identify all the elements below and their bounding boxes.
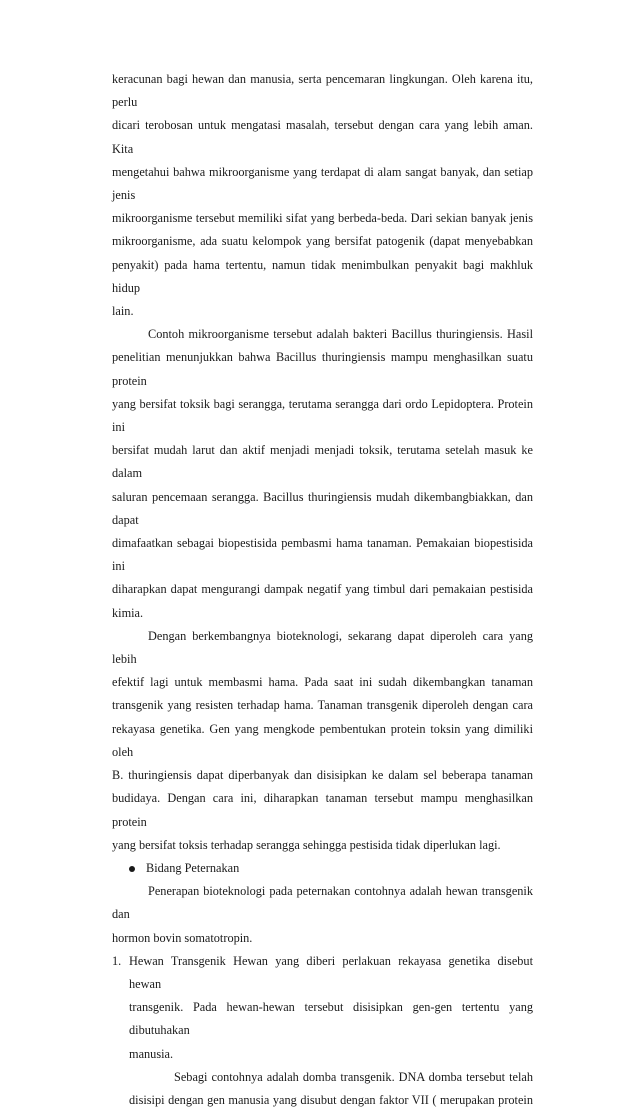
text-line: Contoh mikroorganisme tersebut adalah bakteri Bacillus thuringiensis. Hasil [148,327,533,342]
text-line: keracunan bagi hewan dan manusia, serta pencemaran lingkungan. Oleh karena itu, perlu [112,72,533,110]
paragraph-intro [112,68,533,323]
paragraph-bacillus [112,323,533,625]
text-line: mikroorganisme, ada suatu kelompok yang bersifat patogenik (dapat menyebabkan [112,234,533,249]
text-line: transgenik yang resisten terhadap hama. Tanaman transgenik diperoleh dengan cara [112,698,533,713]
text-line: lain. [112,304,134,319]
text-line: kimia. [112,605,144,620]
text-line: bersifat mudah larut dan aktif menjadi menjadi toksik, terutama setelah masuk ke dalam [112,443,533,481]
text-line: transgenik. Pada hewan-hewan tersebut disisipkan gen-gen tertentu yang dibutuhakan [129,1000,533,1038]
text-line: dimafaatkan sebagai biopestisida pembasmi hama tanaman. Pemakaian biopestisida ini [112,536,533,574]
document-page [112,68,533,1112]
text-line: yang bersifat toksis terhadap serangga sehingga pestisida tidak diperlukan lagi. [112,837,501,852]
text-line: Sebagi contohnya adalah domba transgenik. DNA domba tersebut telah [174,1069,533,1084]
text-line: penyakit) pada hama tertentu, namun tidak menimbulkan penyakit bagi makhluk hidup [112,257,533,295]
text-line: penelitian menunjukkan bahwa Bacillus thuringiensis mampu menghasilkan suatu protein [112,350,533,388]
list-number: 1. [112,953,122,968]
bullet-item-peternakan [112,857,533,880]
bullet-icon [129,866,135,872]
text-line: B. thuringiensis dapat diperbanyak dan disisipkan ke dalam sel beberapa tanaman [112,768,533,783]
text-line: mengetahui bahwa mikroorganisme yang terdapat di alam sangat banyak, dan setiap jenis [112,164,533,203]
text-line: Hewan Transgenik Hewan yang diberi perlakuan rekayasa genetika disebut hewan [129,953,533,991]
text-line: manusia. [129,1046,174,1061]
text-line: yang bersifat toksik bagi serangga, terutama serangga dari ordo Lepidoptera. Protein ini [112,396,533,435]
text-line: diharapkan dapat mengurangi dampak negatif yang timbul dari pemakaian pestisida [112,582,533,597]
bullet-label: Bidang Peternakan [146,860,240,875]
text-line: dicari terobosan untuk mengatasi masalah, tersebut dengan cara yang lebih aman. Kita [112,118,533,156]
text-line: budidaya. Dengan cara ini, diharapkan tanaman tersebut mampu menghasilkan protein [112,791,533,829]
text-line: disisipi dengan gen manusia yang disubut dengan faktor VII ( merupakan protein [129,1092,533,1107]
text-line: Dengan berkembangnya bioteknologi, sekarang dapat diperoleh cara yang lebih [112,628,533,667]
text-line: hormon bovin somatotropin. [112,930,253,945]
text-line: mikroorganisme tersebut memiliki sifat yang berbeda-beda. Dari sekian banyak jenis [112,211,533,226]
text-line: efektif lagi untuk membasmi hama. Pada saat ini sudah dikembangkan tanaman [112,675,533,690]
paragraph-transgenic-plants [112,625,533,857]
text-line: rekayasa genetika. Gen yang mengkode pembentukan protein toksin yang dimiliki oleh [112,721,533,759]
numbered-item-1 [112,950,533,1112]
text-line: Penerapan bioteknologi pada peternakan contohnya adalah hewan transgenik dan [112,884,533,922]
text-line: saluran pencemaan serangga. Bacillus thuringiensis mudah dikembangbiakkan, dan dapat [112,489,533,527]
paragraph-peternakan [112,880,533,950]
